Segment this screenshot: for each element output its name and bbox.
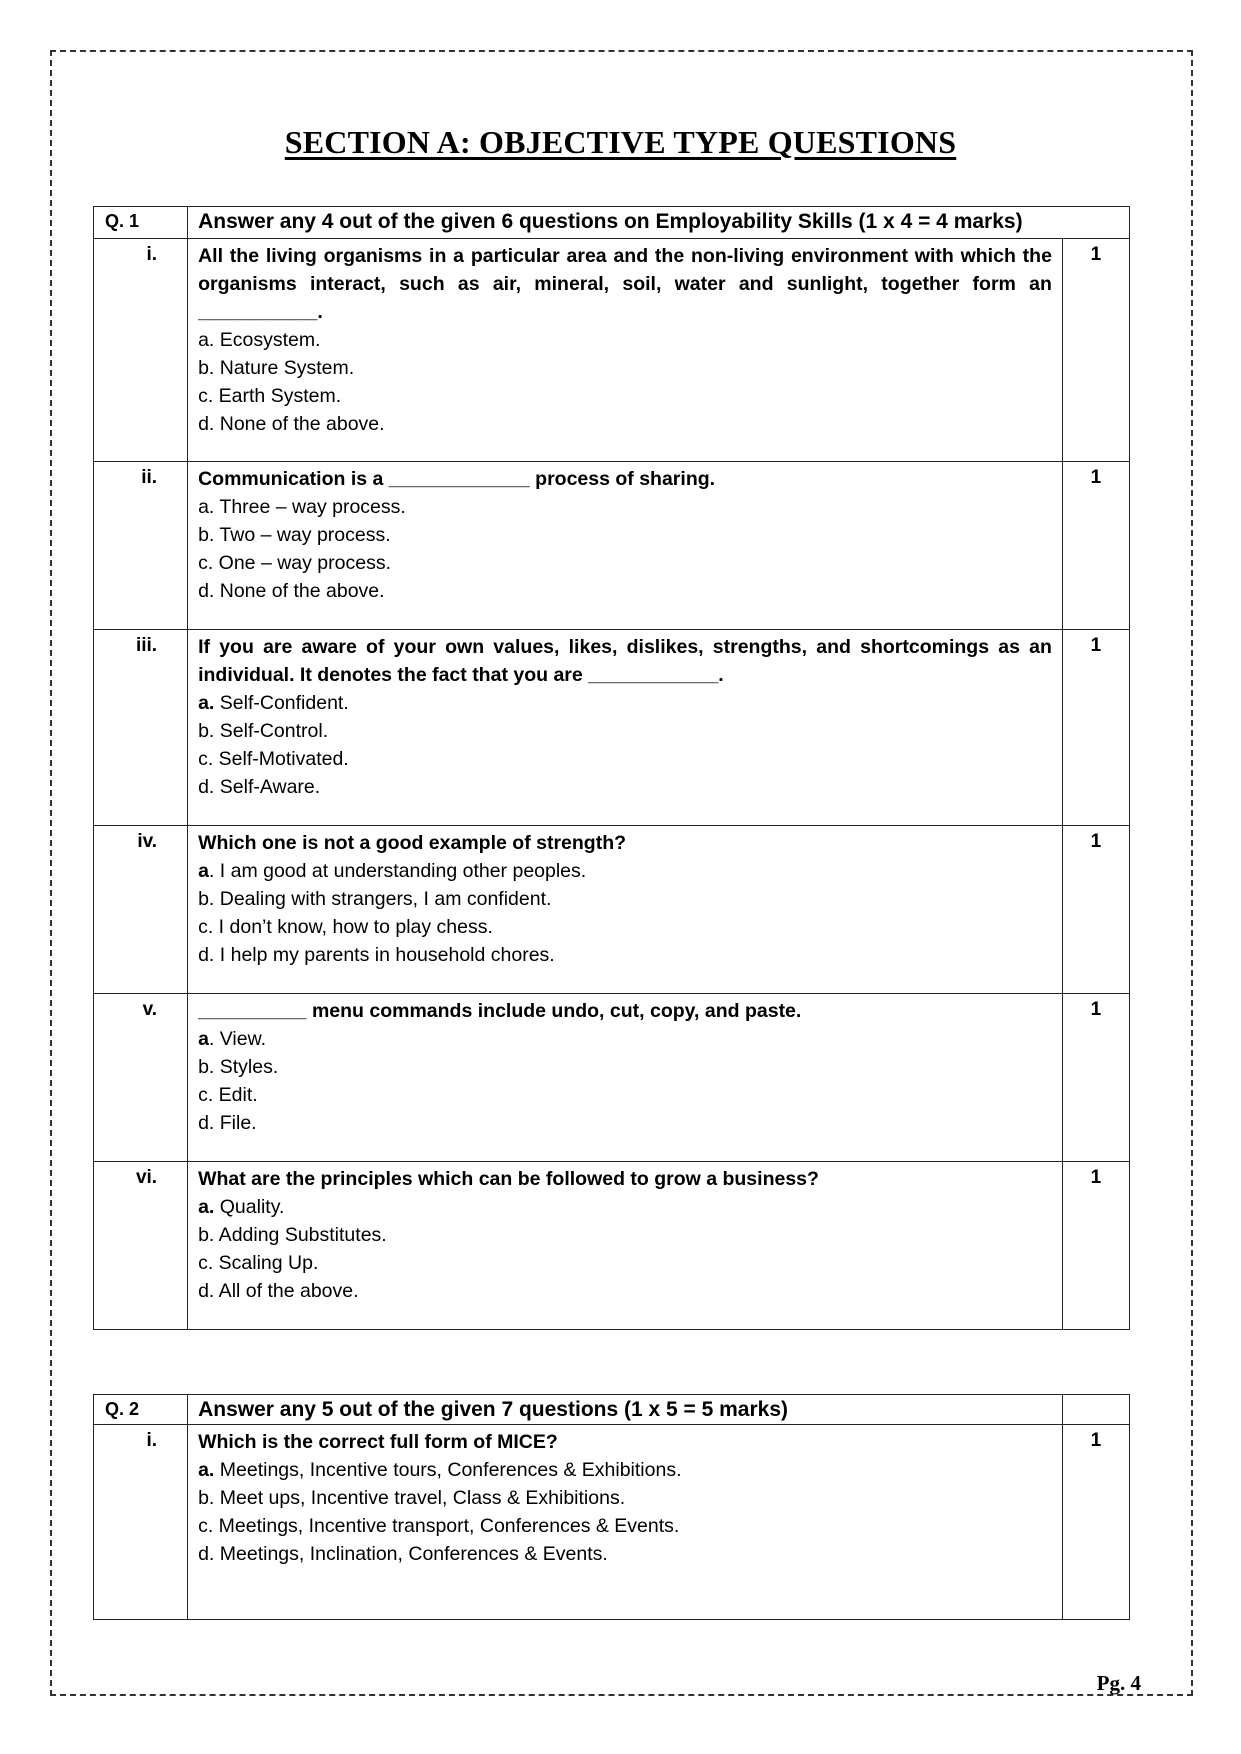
question-item-row bbox=[94, 239, 1130, 462]
item-marks: 1 bbox=[1062, 994, 1129, 1162]
option-c: c. One – way process. bbox=[198, 552, 391, 574]
option-letter: a. bbox=[198, 1459, 215, 1481]
item-marks: 1 bbox=[1062, 826, 1129, 994]
option-c: c. I don’t know, how to play chess. bbox=[198, 916, 493, 938]
item-stem: If you are aware of your own values, likes, dislikes, strengths, and shortcomings as an individual. It denotes the fact that you are ____________. bbox=[198, 636, 1052, 686]
item-marks: 1 bbox=[1062, 1425, 1129, 1620]
item-stem: Which one is not a good example of strength? bbox=[198, 832, 627, 854]
question-heading: Answer any 5 out of the given 7 questions (1 x 5 = 5 marks) bbox=[188, 1395, 1063, 1425]
option-text: Self-Confident. bbox=[219, 692, 349, 714]
option-a bbox=[198, 1456, 1052, 1484]
question-item-row bbox=[94, 1425, 1130, 1620]
item-number: i. bbox=[94, 239, 188, 462]
question-item-row bbox=[94, 826, 1130, 994]
item-content bbox=[188, 239, 1063, 462]
item-marks: 1 bbox=[1062, 1162, 1129, 1330]
question-item-row bbox=[94, 630, 1130, 826]
page-number: Pg. 4 bbox=[1096, 1671, 1141, 1695]
option-text: Meetings, Incentive tours, Conferences & Exhibitions. bbox=[219, 1459, 682, 1481]
option-c: c. Scaling Up. bbox=[198, 1252, 319, 1274]
question-header-row bbox=[94, 207, 1130, 239]
question-number: Q. 2 bbox=[94, 1395, 188, 1425]
option-b: b. Styles. bbox=[198, 1056, 279, 1078]
option-c: c. Self-Motivated. bbox=[198, 748, 349, 770]
option-letter: a. bbox=[198, 692, 215, 714]
section-title: SECTION A: OBJECTIVE TYPE QUESTIONS bbox=[284, 124, 957, 160]
option-c: c. Earth System. bbox=[198, 385, 342, 407]
option-a bbox=[198, 1193, 1052, 1221]
question-item-row bbox=[94, 462, 1130, 630]
option-d: d. None of the above. bbox=[198, 413, 385, 435]
option-b: b. Dealing with strangers, I am confident. bbox=[198, 888, 552, 910]
option-a bbox=[198, 1025, 1052, 1053]
item-stem: All the living organisms in a particular area and the non-living environment with which the organisms interact, such as air, mineral, soil, water and sunlight, together form an ___________. bbox=[198, 245, 1052, 323]
item-number: iv. bbox=[94, 826, 188, 994]
option-b: b. Meet ups, Incentive travel, Class & Exhibitions. bbox=[198, 1487, 626, 1509]
item-marks: 1 bbox=[1062, 462, 1129, 630]
option-b: b. Self-Control. bbox=[198, 720, 329, 742]
option-letter: a bbox=[198, 1028, 209, 1050]
option-letter: a. bbox=[198, 1196, 215, 1218]
question-table-q1 bbox=[93, 206, 1130, 1330]
option-c: c. Meetings, Incentive transport, Conferences & Events. bbox=[198, 1515, 680, 1537]
option-b: b. Adding Substitutes. bbox=[198, 1224, 387, 1246]
item-marks: 1 bbox=[1062, 239, 1129, 462]
question-heading: Answer any 4 out of the given 6 questions on Employability Skills (1 x 4 = 4 marks) bbox=[188, 207, 1130, 239]
option-d: d. I help my parents in household chores. bbox=[198, 944, 555, 966]
question-item-row bbox=[94, 1162, 1130, 1330]
item-content bbox=[188, 462, 1063, 630]
option-letter: a bbox=[198, 860, 209, 882]
header-marks-cell bbox=[1062, 1395, 1129, 1425]
option-text: . View. bbox=[208, 1028, 267, 1050]
item-stem: Which is the correct full form of MICE? bbox=[198, 1431, 558, 1453]
item-number: vi. bbox=[94, 1162, 188, 1330]
option-d: d. Self-Aware. bbox=[198, 776, 321, 798]
item-content bbox=[188, 1425, 1063, 1620]
item-number: ii. bbox=[94, 462, 188, 630]
option-d: d. File. bbox=[198, 1112, 257, 1134]
question-number: Q. 1 bbox=[94, 207, 188, 239]
item-stem: What are the principles which can be followed to grow a business? bbox=[198, 1168, 819, 1190]
option-c: c. Edit. bbox=[198, 1084, 258, 1106]
option-a bbox=[198, 857, 1052, 885]
item-stem: Communication is a _____________ process of sharing. bbox=[198, 468, 716, 490]
item-number: iii. bbox=[94, 630, 188, 826]
item-content bbox=[188, 994, 1063, 1162]
option-b: b. Nature System. bbox=[198, 357, 355, 379]
question-table-q2 bbox=[93, 1394, 1130, 1620]
option-b: b. Two – way process. bbox=[198, 524, 391, 546]
option-a: a. Three – way process. bbox=[198, 496, 406, 518]
question-item-row bbox=[94, 994, 1130, 1162]
item-content bbox=[188, 826, 1063, 994]
option-d: d. Meetings, Inclination, Conferences & Events. bbox=[198, 1543, 608, 1565]
option-text: . I am good at understanding other peoples. bbox=[208, 860, 587, 882]
option-a bbox=[198, 689, 1052, 717]
item-number: i. bbox=[94, 1425, 188, 1620]
question-header-row bbox=[94, 1395, 1130, 1425]
option-d: d. None of the above. bbox=[198, 580, 385, 602]
item-stem: __________ menu commands include undo, cut, copy, and paste. bbox=[198, 1000, 802, 1022]
option-a: a. Ecosystem. bbox=[198, 329, 321, 351]
item-content bbox=[188, 630, 1063, 826]
option-d: d. All of the above. bbox=[198, 1280, 359, 1302]
item-marks: 1 bbox=[1062, 630, 1129, 826]
option-text: Quality. bbox=[219, 1196, 285, 1218]
item-content bbox=[188, 1162, 1063, 1330]
item-number: v. bbox=[94, 994, 188, 1162]
